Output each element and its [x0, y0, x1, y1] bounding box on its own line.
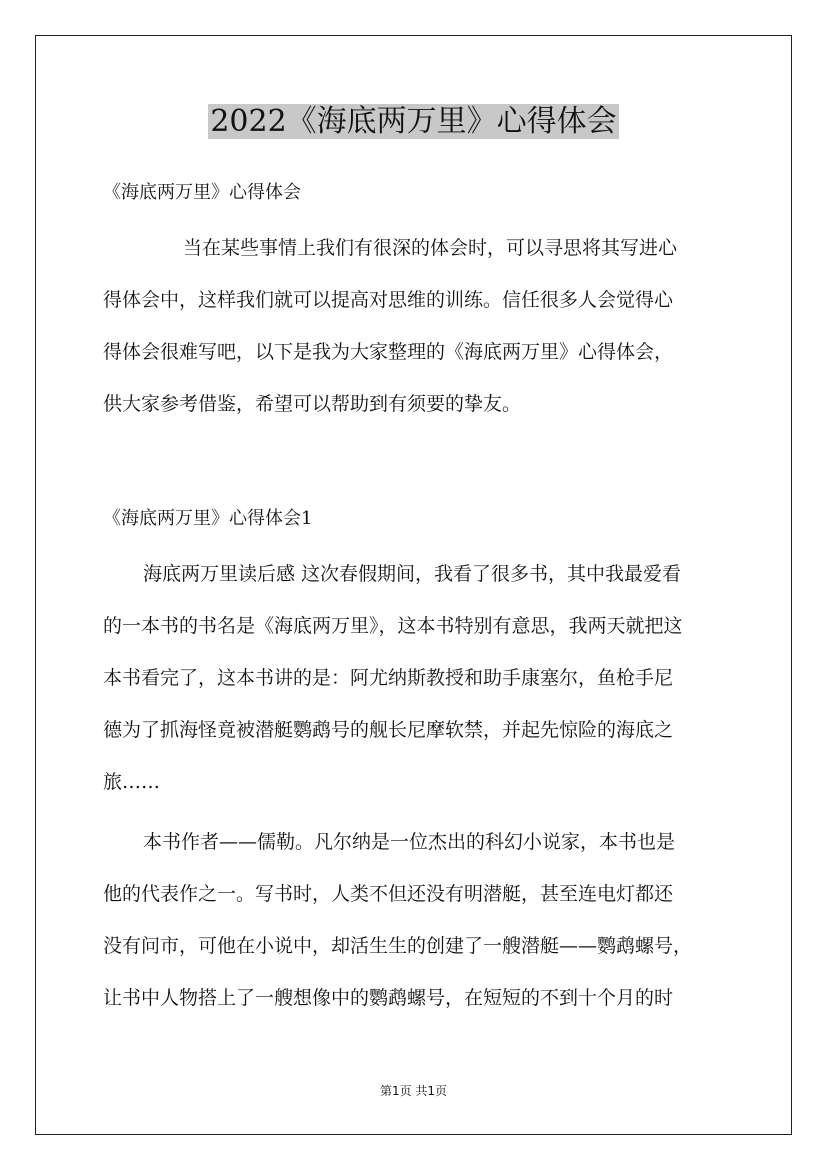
body-paragraph-2 — [103, 816, 743, 1024]
paragraph-line: 海底两万里读后感 这次春假期间，我看了很多书，其中我最爱看 — [143, 563, 682, 585]
document-title-text: 2022《海底两万里》心得体会 — [210, 104, 617, 139]
paragraph-line: 供大家参考借鉴，希望可以帮助到有须要的挚友。 — [103, 393, 522, 415]
paragraph-line: 当在某些事情上我们有很深的体会时，可以寻思将其写进心 — [183, 237, 678, 259]
paragraph-line: 德为了抓海怪竟被潜艇鹦鹉号的舰长尼摩软禁，并起先惊险的海底之 — [103, 719, 674, 741]
paragraph-line: 本书看完了，这本书讲的是：阿尤纳斯教授和助手康塞尔，鱼枪手尼 — [103, 667, 674, 689]
page-number: 第1页 共1页 — [379, 1084, 448, 1098]
paragraph-line: 没有问市，可他在小说中，却活生生的创建了一艘潜艇——鹦鹉螺号， — [103, 935, 693, 957]
section-heading: 《海底两万里》心得体会 — [103, 182, 301, 203]
paragraph-line: 本书作者——儒勒。凡尔纳是一位杰出的科幻小说家，本书也是 — [143, 831, 676, 853]
paragraph-line: 得体会中，这样我们就可以提高对思维的训练。信任很多人会觉得心 — [103, 289, 674, 311]
intro-paragraph — [103, 222, 743, 430]
paragraph-line: 的一本书的书名是《海底两万里》，这本书特别有意思，我两天就把这 — [103, 615, 683, 637]
paragraph-line: 他的代表作之一。写书时，人类不但还没有明潜艇，甚至连电灯都还 — [103, 883, 674, 905]
document-title — [0, 100, 827, 144]
paragraph-line: 得体会很难写吧，以下是我为大家整理的《海底两万里》心得体会， — [103, 341, 674, 363]
section-heading-1: 《海底两万里》心得体会1 — [103, 508, 313, 529]
page-footer — [0, 1083, 827, 1099]
body-paragraph-1 — [103, 548, 743, 808]
paragraph-line: 旅…… — [103, 771, 161, 793]
paragraph-line: 让书中人物搭上了一艘想像中的鹦鹉螺号，在短短的不到十个月的时 — [103, 987, 674, 1009]
